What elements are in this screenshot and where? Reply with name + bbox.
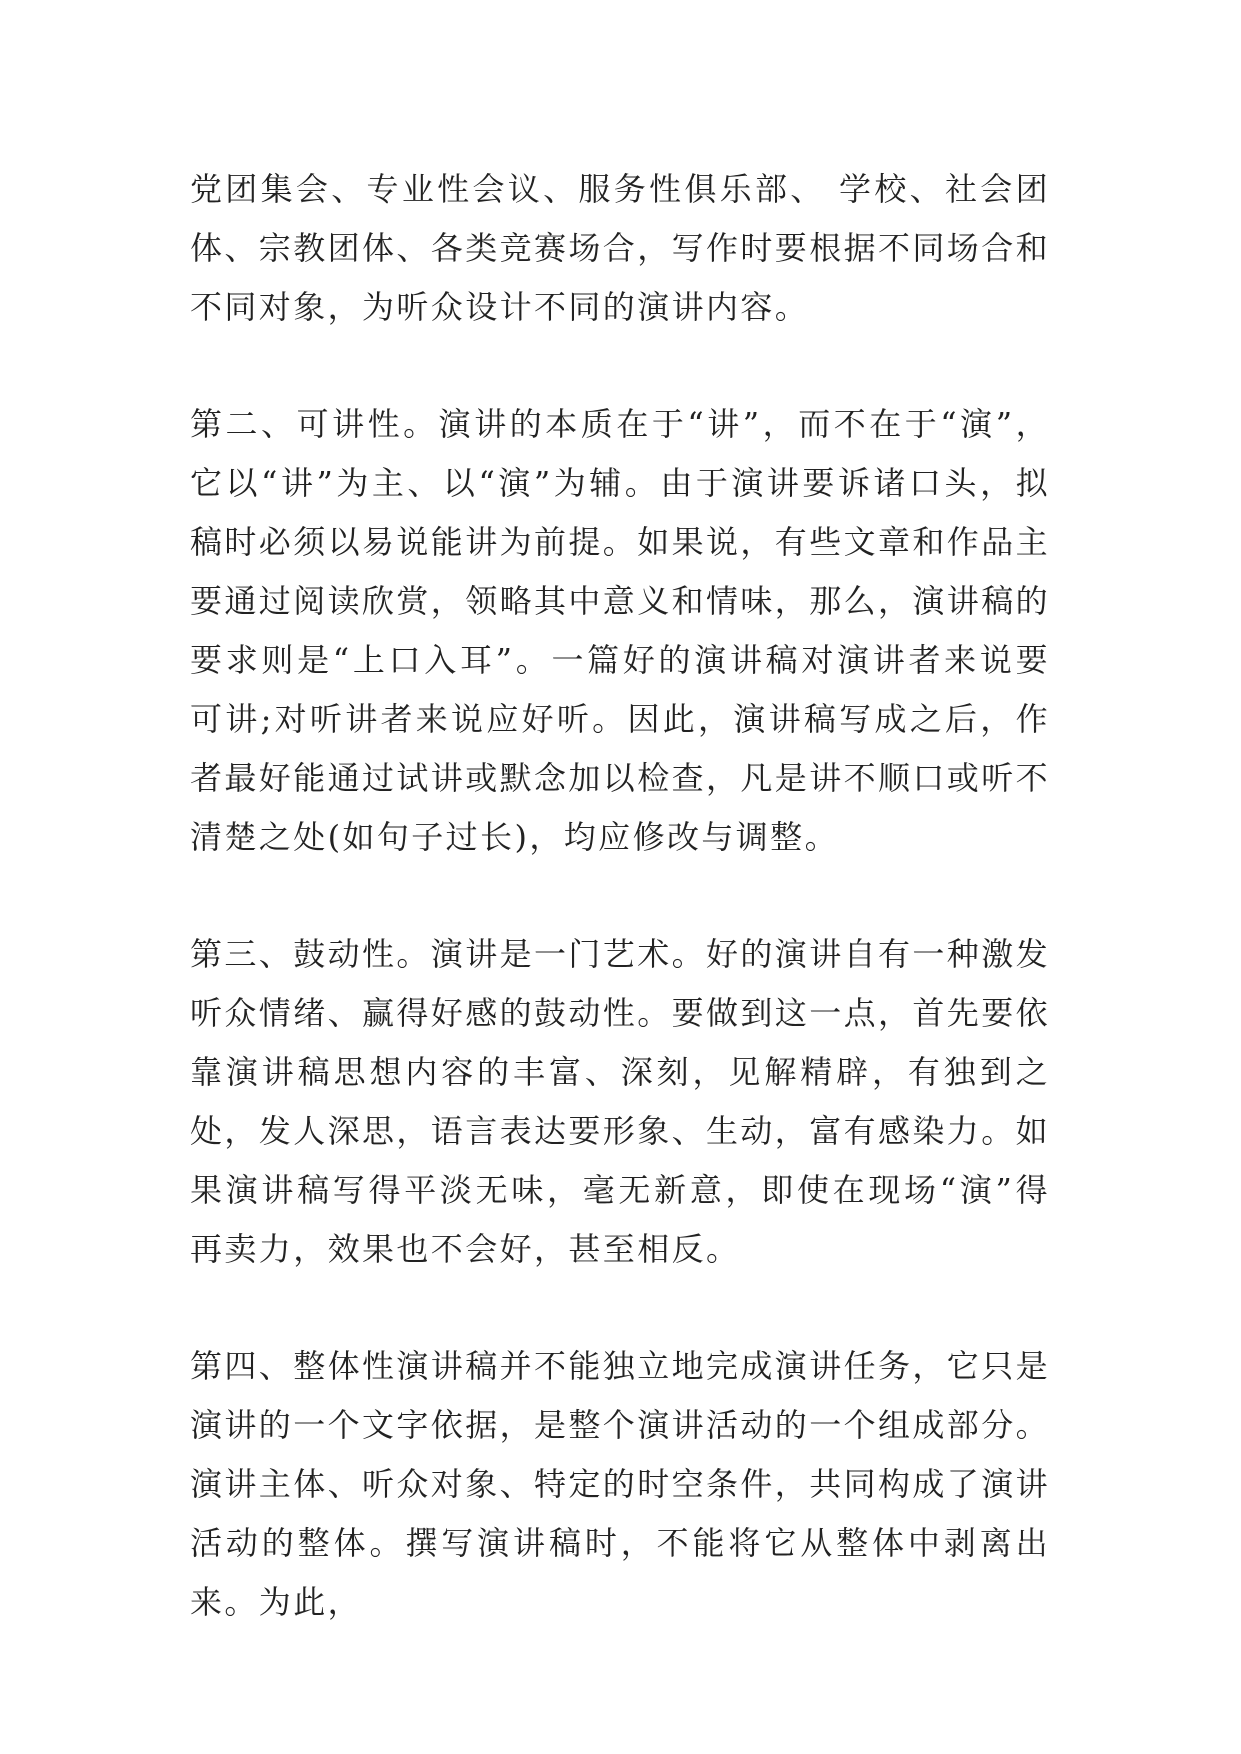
paragraph-occasions: 党团集会、专业性会议、服务性俱乐部、 学校、社会团体、宗教团体、各类竞赛场合，写作时要根据不同场合和不同对象，为听众设计不同的演讲内容。 — [190, 170, 1051, 326]
paragraph-inspiring: 第三、鼓动性。演讲是一门艺术。好的演讲自有一种激发听众情绪、赢得好感的鼓动性。要做到这一点，首先要依靠演讲稿思想内容的丰富、深刻，见解精辟，有独到之处，发人深思，语言表达要形象、生动，富有感染力。如果演讲稿写得平淡无味，毫无新意，即使在现场“演”得再卖力，效果也不会好，甚至相反。 — [190, 935, 1051, 1268]
document-body — [190, 160, 1050, 1632]
paragraph-integrity: 第四、整体性演讲稿并不能独立地完成演讲任务，它只是演讲的一个文字依据，是整个演讲活动的一个组成部分。演讲主体、听众对象、特定的时空条件，共同构成了演讲活动的整体。撰写演讲稿时，不能将它从整体中剥离出来。为此， — [190, 1347, 1051, 1621]
paragraph-speakability: 第二、可讲性。演讲的本质在于“讲”，而不在于“演”，它以“讲”为主、以“演”为辅。由于演讲要诉诸口头，拟稿时必须以易说能讲为前提。如果说，有些文章和作品主要通过阅读欣赏，领略其中意义和情味，那么，演讲稿的要求则是“上口入耳”。一篇好的演讲稿对演讲者来说要可讲;对听讲者来说应好听。因此，演讲稿写成之后，作者最好能通过试讲或默念加以检查，凡是讲不顺口或听不清楚之处(如句子过长)，均应修改与调整。 — [190, 405, 1051, 856]
